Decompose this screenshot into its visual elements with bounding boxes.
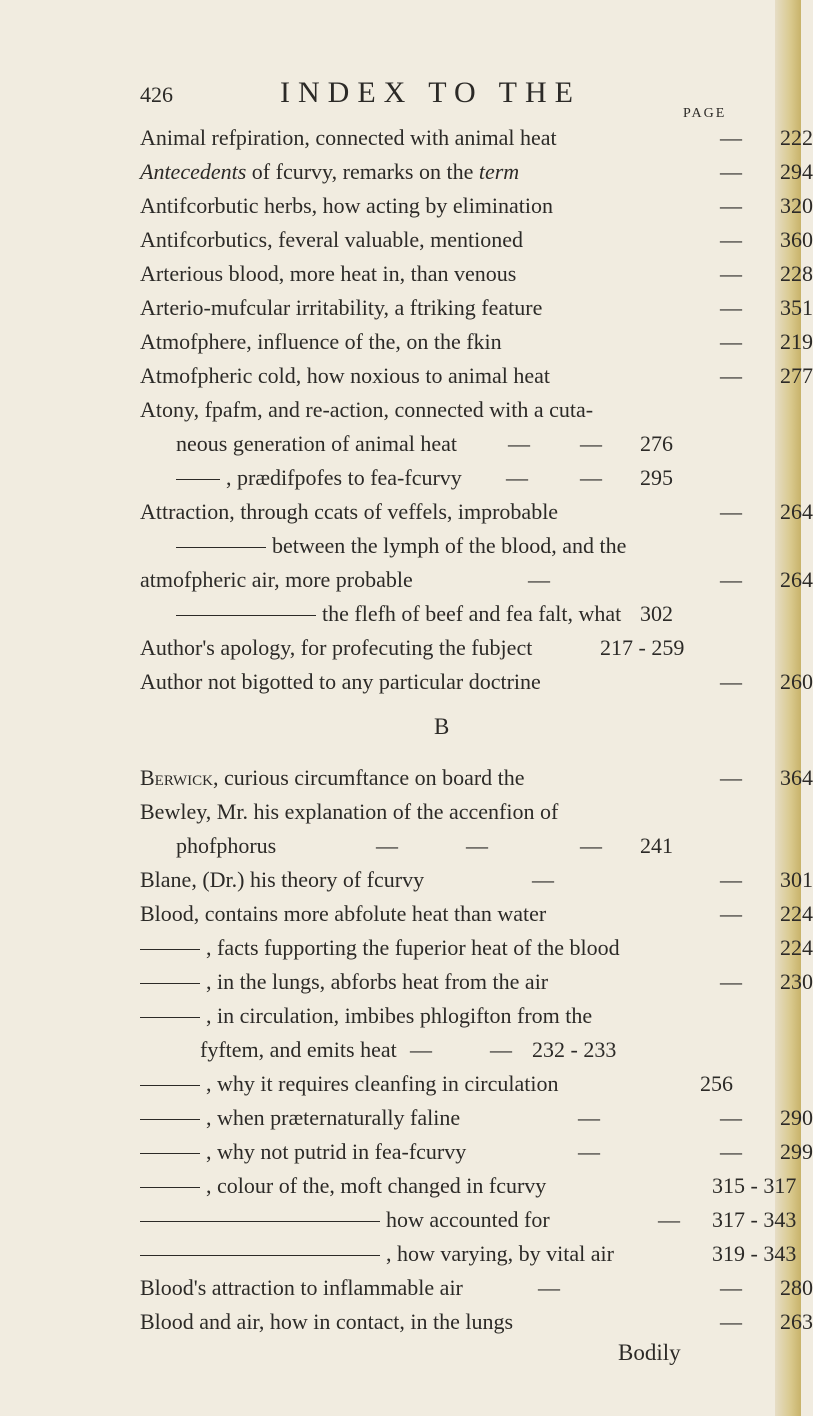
entry-dash: — <box>508 431 530 456</box>
entry-page: 351 <box>780 295 813 320</box>
running-title: INDEX TO THE <box>280 76 581 109</box>
ditto-rule <box>140 1221 380 1222</box>
entry-text-body: , how varying, by vital air <box>386 1241 614 1266</box>
entry-dash: — <box>720 669 742 694</box>
entry-dash: — <box>578 1105 600 1130</box>
index-entry <box>140 394 740 426</box>
ditto-rule <box>140 1119 200 1120</box>
entry-text: Antifcorbutic herbs, how acting by elimination <box>140 193 554 218</box>
entry-dash: — <box>720 363 742 388</box>
index-entry <box>140 632 740 664</box>
index-subentry <box>140 1000 740 1032</box>
entry-text <box>140 1136 466 1168</box>
index-subentry <box>140 1170 797 1202</box>
entry-dash: — <box>376 833 398 858</box>
entry-text: Bewley, Mr. his explanation of the accenfion of <box>140 799 559 824</box>
entry-text <box>140 1238 614 1270</box>
entry-text-body: , facts fupporting the fuperior heat of the blood <box>206 935 620 960</box>
section-letter: B <box>434 714 450 739</box>
entry-page: 256 <box>700 1071 733 1096</box>
entry-dash: — <box>506 465 528 490</box>
ditto-rule <box>140 1255 380 1256</box>
index-subentry <box>140 1136 813 1168</box>
index-entry <box>140 898 813 930</box>
entry-text-body: , prædifpofes to fea-fcurvy <box>226 465 462 490</box>
entry-text <box>140 1102 460 1134</box>
index-subentry <box>176 462 740 494</box>
entry-dash: — <box>720 901 742 926</box>
index-entry <box>140 496 813 528</box>
index-entry <box>140 224 813 256</box>
entry-page: 295 <box>640 465 673 490</box>
entry-text: Atmofpheric cold, how noxious to animal heat <box>140 363 550 388</box>
index-entry <box>140 666 813 698</box>
entry-text <box>140 762 525 794</box>
entry-text: Attraction, through ccats of veffels, improbable <box>140 499 559 524</box>
index-subentry <box>176 598 740 630</box>
entry-text-body: , why not putrid in fea-fcurvy <box>206 1139 467 1164</box>
entry-page: 224 <box>780 935 813 960</box>
entry-dash: — <box>720 1139 742 1164</box>
entry-text <box>176 462 462 494</box>
entry-page: 264 <box>780 567 813 592</box>
ditto-rule <box>140 1085 200 1086</box>
ditto-rule <box>140 949 200 950</box>
index-subentry <box>140 932 813 964</box>
entry-text-body: , colour of the, moft changed in fcurvy <box>206 1173 547 1198</box>
ditto-rule <box>176 615 316 616</box>
entry-page: 241 <box>640 833 673 858</box>
entry-page: 302 <box>640 601 673 626</box>
entry-text: fyftem, and emits heat <box>200 1037 397 1062</box>
entry-text: phofphorus <box>176 833 277 858</box>
entry-page: 224 <box>780 901 813 926</box>
entry-text-term: term <box>478 159 520 184</box>
index-entry <box>140 360 813 392</box>
entry-dash: — <box>720 261 742 286</box>
entry-text: atmofpheric air, more probable <box>140 567 413 592</box>
entry-page: 228 <box>780 261 813 286</box>
entry-text: Arterio-mufcular irritability, a ftriking feature <box>140 295 543 320</box>
entry-text: Arterious blood, more heat in, than venous <box>140 261 517 286</box>
ditto-rule <box>140 1153 200 1154</box>
entry-text-mid: of fcurvy, remarks on the <box>246 159 479 184</box>
entry-text <box>140 1068 559 1100</box>
index-entry-continuation <box>176 428 740 460</box>
index-entry-continuation <box>176 830 740 862</box>
entry-dash: — <box>528 567 550 592</box>
entry-dash: — <box>532 867 554 892</box>
entry-text: Atony, fpafm, and re-action, connected with a cuta- <box>140 397 594 422</box>
entry-text: neous generation of animal heat <box>176 431 458 456</box>
ditto-rule <box>140 1187 200 1188</box>
index-entry <box>140 796 740 828</box>
entry-dash: — <box>720 969 742 994</box>
entry-page: 264 <box>780 499 813 524</box>
entry-page: 222 <box>780 125 813 150</box>
entry-page-range: 317 - 343 <box>712 1207 797 1232</box>
entry-page: 230 <box>780 969 813 994</box>
index-subentry <box>140 966 813 998</box>
index-entry <box>140 864 813 896</box>
entry-text-body: , when præternaturally faline <box>206 1105 461 1130</box>
entry-dash: — <box>720 1309 742 1334</box>
entry-page: 260 <box>780 669 813 694</box>
entry-page-range: 217 - 259 <box>600 635 685 660</box>
ditto-rule <box>140 983 200 984</box>
index-entry-continuation <box>140 564 813 596</box>
index-entry <box>140 326 813 358</box>
entry-page-range: 319 - 343 <box>712 1241 797 1266</box>
index-entry <box>140 156 813 188</box>
entry-text-body: between the lymph of the blood, and the <box>272 533 627 558</box>
entry-page: 364 <box>780 765 813 790</box>
entry-dash: — <box>720 567 742 592</box>
entry-page: 320 <box>780 193 813 218</box>
entry-dash: — <box>580 431 602 456</box>
index-entry <box>140 1306 813 1338</box>
index-entry <box>140 122 813 154</box>
index-entry <box>140 1272 813 1304</box>
entry-page: 360 <box>780 227 813 252</box>
entry-text: Blood and air, how in contact, in the lungs <box>140 1309 514 1334</box>
entry-text: Atmofphere, influence of the, on the fkin <box>140 329 502 354</box>
entry-text <box>140 1170 546 1202</box>
entry-text-body: , in the lungs, abforbs heat from the air <box>206 969 549 994</box>
entry-dash: — <box>580 465 602 490</box>
ditto-rule <box>176 547 266 548</box>
entry-dash: — <box>720 1275 742 1300</box>
entry-dash: — <box>538 1275 560 1300</box>
entry-text <box>140 1204 550 1236</box>
entry-dash: — <box>720 159 742 184</box>
entry-page: 263 <box>780 1309 813 1334</box>
index-entry <box>140 190 813 222</box>
entry-text: Author's apology, for profecuting the fubject <box>140 635 533 660</box>
ditto-rule <box>176 479 220 480</box>
entry-text: Animal refpiration, connected with animal heat <box>140 125 557 150</box>
entry-text-body: the flefh of beef and fea falt, what <box>322 601 622 626</box>
index-subentry <box>140 1102 813 1134</box>
entry-dash: — <box>490 1037 512 1062</box>
entry-dash: — <box>410 1037 432 1062</box>
index-entry <box>140 762 813 794</box>
entry-page: 299 <box>780 1139 813 1164</box>
page-header <box>0 76 801 116</box>
entry-text <box>140 156 519 188</box>
entry-text <box>140 1000 592 1032</box>
entry-dash: — <box>720 329 742 354</box>
entry-page-range: 232 - 233 <box>532 1037 617 1062</box>
index-entry <box>140 258 813 290</box>
entry-text: Blood, contains more abfolute heat than water <box>140 901 547 926</box>
entry-page: 290 <box>780 1105 813 1130</box>
entry-text-body: , why it requires cleanfing in circulation <box>206 1071 559 1096</box>
entry-dash: — <box>720 193 742 218</box>
entry-text-body: how accounted for <box>386 1207 550 1232</box>
entry-text: Antifcorbutics, feveral valuable, mentioned <box>140 227 524 252</box>
page-column-label: PAGE <box>683 106 727 121</box>
entry-text-body: , in circulation, imbibes phlogifton from the <box>206 1003 593 1028</box>
entry-dash: — <box>720 1105 742 1130</box>
entry-dash: — <box>466 833 488 858</box>
index-entry-continuation <box>200 1034 740 1066</box>
entry-dash: — <box>578 1139 600 1164</box>
entry-text-body: , curious circumftance on board the <box>213 765 525 790</box>
catchword: Bodily <box>618 1340 681 1365</box>
entry-page: 301 <box>780 867 813 892</box>
entry-dash: — <box>720 125 742 150</box>
entry-page: 219 <box>780 329 813 354</box>
index-subentry <box>176 530 740 562</box>
index-subentry <box>140 1204 797 1236</box>
entry-dash: — <box>580 833 602 858</box>
entry-text <box>176 530 626 562</box>
entry-page-range: 315 - 317 <box>712 1173 797 1198</box>
entry-page: 280 <box>780 1275 813 1300</box>
entry-text: Author not bigotted to any particular doctrine <box>140 669 541 694</box>
entry-text: Blood's attraction to inflammable air <box>140 1275 463 1300</box>
entry-text <box>176 598 621 630</box>
index-subentry <box>140 1068 740 1100</box>
entry-text: Blane, (Dr.) his theory of fcurvy <box>140 867 425 892</box>
entry-text <box>140 966 548 998</box>
entry-dash: — <box>720 295 742 320</box>
entry-page: 294 <box>780 159 813 184</box>
entry-dash: — <box>720 227 742 252</box>
entry-text-smallcaps: Berwick <box>140 765 214 790</box>
entry-dash: — <box>720 867 742 892</box>
entry-dash: — <box>720 499 742 524</box>
index-subentry <box>140 1238 797 1270</box>
entry-text <box>140 932 620 964</box>
entry-page: 277 <box>780 363 813 388</box>
entry-text-italic: Antecedents <box>140 159 247 184</box>
entry-dash: — <box>658 1207 680 1232</box>
ditto-rule <box>140 1017 200 1018</box>
page-number: 426 <box>140 82 173 107</box>
index-entry <box>140 292 813 324</box>
entry-page: 276 <box>640 431 673 456</box>
entry-dash: — <box>720 765 742 790</box>
